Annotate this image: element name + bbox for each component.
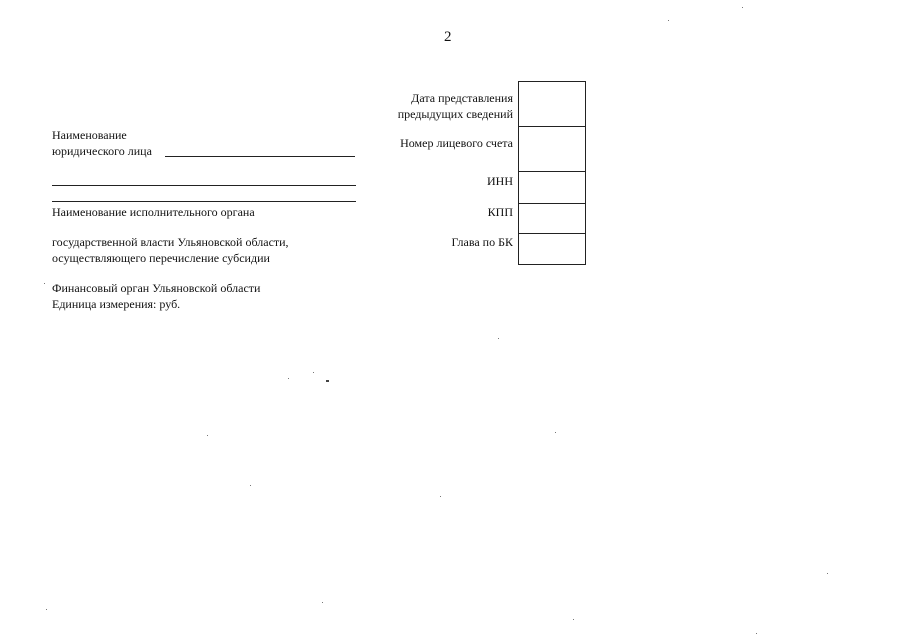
bk-head-label: Глава по БК	[451, 235, 513, 249]
legal-entity-label-line1: Наименование	[52, 128, 127, 142]
scan-speck	[313, 372, 314, 373]
scan-speck	[46, 609, 47, 610]
scan-speck	[555, 432, 556, 433]
scan-speck	[250, 485, 251, 486]
page-number: 2	[444, 29, 452, 45]
legal-entity-extra-line-2	[52, 201, 356, 202]
scan-speck	[742, 7, 743, 8]
scan-speck	[322, 602, 323, 603]
prev-date-field[interactable]	[518, 81, 586, 127]
scan-speck	[573, 619, 574, 620]
inn-field[interactable]	[518, 171, 586, 204]
scan-speck	[326, 380, 329, 382]
prev-date-label-line2: предыдущих сведений	[397, 107, 513, 121]
finance-body-label: Финансовый орган Ульяновской области	[52, 281, 261, 295]
scan-speck	[668, 20, 669, 21]
executive-body-label-line3: осуществляющего перечисление субсидии	[52, 251, 270, 265]
scan-speck	[440, 496, 441, 497]
bk-head-field[interactable]	[518, 233, 586, 265]
legal-entity-name-line	[165, 156, 355, 157]
prev-date-label-line1: Дата представления	[411, 91, 513, 105]
legal-entity-label-line2: юридического лица	[52, 144, 152, 158]
account-number-field[interactable]	[518, 126, 586, 172]
scan-speck	[44, 283, 45, 284]
executive-body-label-line2: государственной власти Ульяновской области,	[52, 235, 289, 249]
legal-entity-extra-line-1	[52, 185, 356, 186]
scan-speck	[827, 573, 828, 574]
scan-speck	[498, 338, 499, 339]
scan-speck	[756, 633, 757, 634]
executive-body-label: Наименование исполнительного органа	[52, 205, 255, 219]
kpp-field[interactable]	[518, 203, 586, 234]
scan-speck	[288, 378, 289, 379]
unit-label: Единица измерения: руб.	[52, 297, 181, 311]
kpp-label: КПП	[487, 205, 513, 219]
account-number-label: Номер лицевого счета	[400, 136, 513, 150]
scan-speck	[207, 435, 208, 436]
inn-label: ИНН	[487, 174, 513, 188]
